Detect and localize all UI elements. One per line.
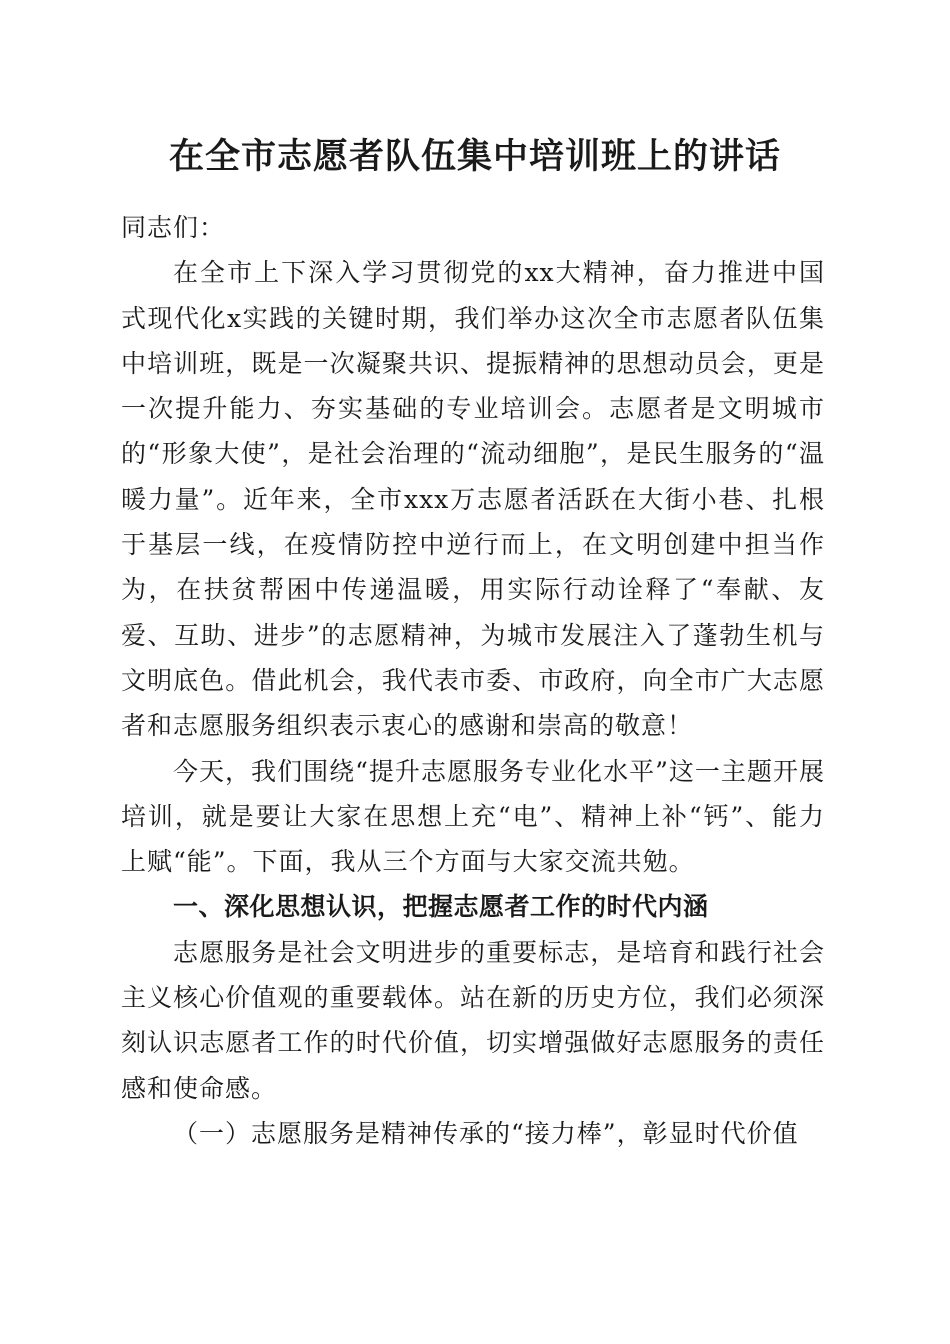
section-heading-1: 一、深化思想认识，把握志愿者工作的时代内涵: [173, 892, 709, 922]
greeting: 同志们：: [121, 213, 226, 242]
paragraph-section-1: 志愿服务是社会文明进步的重要标志，是培育和践行社会主义核心价值观的重要载体。站在新的历史方位，我们必须深刻认识志愿者工作的时代价值，切实增强做好志愿服务的责任感和使命感。: [121, 937, 825, 1103]
document-title: 在全市志愿者队伍集中培训班上的讲话: [168, 136, 781, 177]
paragraph-topic: 今天，我们围绕“提升志愿服务专业化水平”这一主题开展培训，就是要让大家在思想上充“电”、精神上补“钙”、能力上赋“能”。下面，我从三个方面与大家交流共勉。: [121, 756, 825, 877]
subsection-heading-1: （一）志愿服务是精神传承的“接力棒”，彰显时代价值: [173, 1118, 799, 1148]
paragraph-intro: 在全市上下深入学习贯彻党的xx大精神，奋力推进中国式现代化x实践的关键时期，我们举办这次全市志愿者队伍集中培训班，既是一次凝聚共识、提振精神的思想动员会，更是一次提升能力、夯实基础的专业培训会。志愿者是文明城市的“形象大使”，是社会治理的“流动细胞”，是民生服务的“温暖力量”。近年来，全市xxx万志愿者活跃在大街小巷、扎根于基层一线，在疫情防控中逆行而上，在文明创建中担当作为，在扶贫帮困中传递温暖，用实际行动诠释了“奉献、友爱、互助、进步”的志愿精神，为城市发展注入了蓬勃生机与文明底色。借此机会，我代表市委、市政府，向全市广大志愿者和志愿服务组织表示衷心的感谢和崇高的敬意！: [121, 258, 825, 741]
document-body: [121, 205, 825, 1156]
